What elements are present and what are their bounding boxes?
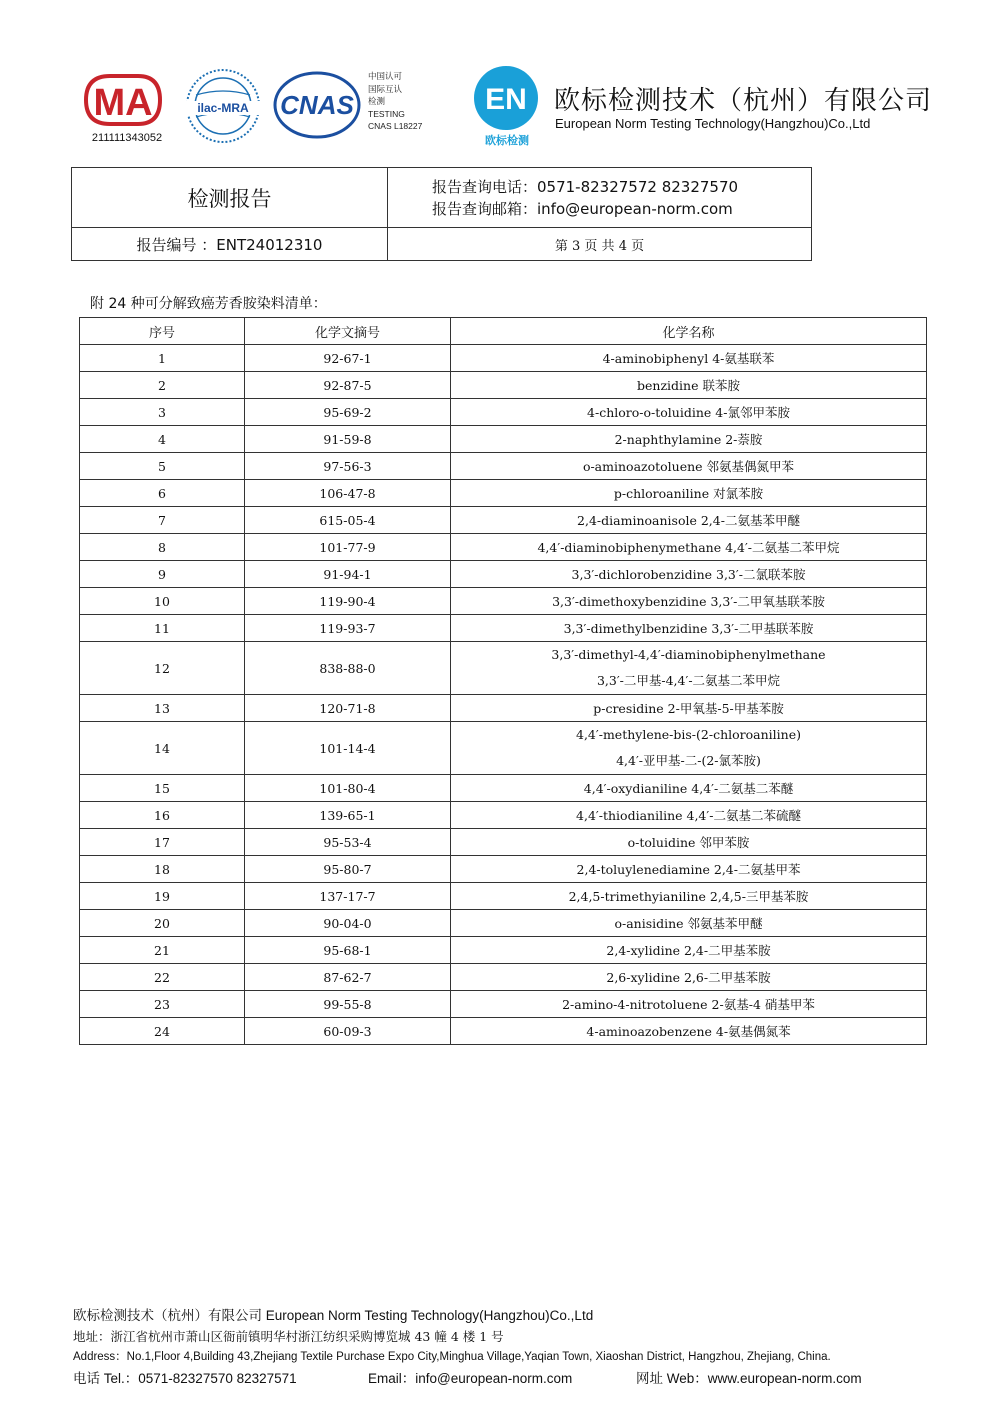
cnas-line: CNAS L18227: [368, 121, 423, 131]
cell-no: 1: [80, 345, 245, 372]
cell-no: 8: [80, 534, 245, 561]
cell-chemical-name: [451, 507, 927, 534]
list-caption: 附 24 种可分解致癌芳香胺染料清单：: [90, 296, 327, 312]
chemical-name-line: 2,4-toluylenediamine 2,4-二氨基甲苯: [576, 862, 801, 877]
cell-chemical-name: [451, 829, 927, 856]
cell-cas: 106-47-8: [245, 480, 451, 507]
table-row: [80, 534, 927, 561]
chemical-name-line: 3,3′-dichlorobenzidine 3,3′-二氯联苯胺: [571, 567, 806, 582]
cell-no: 20: [80, 910, 245, 937]
cell-no: 17: [80, 829, 245, 856]
table-row: [80, 856, 927, 883]
cell-chemical-name: [451, 453, 927, 480]
table-row: [80, 722, 927, 775]
cell-chemical-name: [451, 775, 927, 802]
cnas-logo: [272, 70, 362, 140]
cell-cas: 838-88-0: [245, 642, 451, 695]
chemical-name-line: o-aminoazotoluene 邻氨基偶氮甲苯: [582, 459, 795, 474]
cell-no: 16: [80, 802, 245, 829]
table-row: [80, 642, 927, 695]
cma-number: 211111343052: [91, 132, 163, 144]
table-row: [80, 937, 927, 964]
cell-no: 24: [80, 1018, 245, 1045]
table-row: [80, 883, 927, 910]
amine-list-table: [79, 317, 927, 1045]
cell-chemical-name: [451, 426, 927, 453]
en-logo: [472, 62, 540, 134]
cell-no: 23: [80, 991, 245, 1018]
table-row: [80, 615, 927, 642]
cell-cas: 95-80-7: [245, 856, 451, 883]
cnas-text: CNAS: [280, 90, 354, 120]
table-row: [80, 345, 927, 372]
table-row: [80, 964, 927, 991]
cell-no: 10: [80, 588, 245, 615]
cell-cas: 99-55-8: [245, 991, 451, 1018]
cell-chemical-name: [451, 1018, 927, 1045]
chemical-name-line: 4-aminobiphenyl 4-氨基联苯: [602, 351, 775, 366]
column-header-no: 序号: [80, 318, 245, 345]
company-name-en: European Norm Testing Technology(Hangzhou)Co.,Ltd: [555, 116, 871, 131]
cell-chemical-name: [451, 722, 927, 775]
cell-cas: 92-87-5: [245, 372, 451, 399]
footer-address-en: Address：No.1,Floor 4,Building 43,Zhejiang Textile Purchase Expo City,Minghua Village,Yaqian Town, Xiaoshan District, Hangzhou, Zhejiang, China.: [73, 1351, 831, 1363]
table-row: [80, 910, 927, 937]
footer-contacts: [73, 1368, 933, 1389]
cell-no: 21: [80, 937, 245, 964]
cell-no: 7: [80, 507, 245, 534]
table-row: [80, 453, 927, 480]
table-header-row: [80, 318, 927, 345]
cell-cas: 119-90-4: [245, 588, 451, 615]
table-row: [80, 399, 927, 426]
cell-no: 13: [80, 695, 245, 722]
chemical-name-line: o-anisidine 邻氨基苯甲醚: [614, 916, 763, 931]
cell-chemical-name: [451, 964, 927, 991]
ilac-mra-logo: [184, 65, 262, 147]
chemical-name-line: 4-chloro-o-toluidine 4-氯邻甲苯胺: [587, 405, 790, 420]
footer-email: Email：info@european-norm.com: [368, 1371, 573, 1386]
table-body: [80, 345, 927, 1045]
cell-chemical-name: [451, 642, 927, 695]
cnas-line: TESTING: [368, 108, 405, 119]
chemical-name-line: 4,4′-thiodianiline 4,4′-二氨基二苯硫醚: [576, 808, 801, 823]
cnas-caption: [368, 70, 422, 133]
report-title: 检测报告: [72, 168, 388, 228]
chemical-name-line: 2-amino-4-nitrotoluene 2-氨基-4 硝基甲苯: [562, 997, 815, 1012]
cell-cas: 95-69-2: [245, 399, 451, 426]
cell-no: 5: [80, 453, 245, 480]
cell-no: 19: [80, 883, 245, 910]
page-footer: [73, 1305, 933, 1389]
cnas-line: 检测: [368, 96, 386, 106]
cell-cas: 87-62-7: [245, 964, 451, 991]
cell-cas: 92-67-1: [245, 345, 451, 372]
chemical-name-line: benzidine 联苯胺: [637, 378, 740, 393]
cell-chemical-name: [451, 561, 927, 588]
report-number: 报告编号 ：ENT24012310: [72, 228, 388, 261]
column-header-cas: 化学文摘号: [245, 318, 451, 345]
table-row: [80, 802, 927, 829]
chemical-name-line: 3,3′-dimethylbenzidine 3,3′-二甲基联苯胺: [563, 621, 814, 636]
cell-no: 12: [80, 642, 245, 695]
cell-no: 22: [80, 964, 245, 991]
cell-cas: 137-17-7: [245, 883, 451, 910]
cell-cas: 95-53-4: [245, 829, 451, 856]
company-name-cn: 欧标检测技术（杭州）有限公司: [554, 86, 933, 116]
logo-row: [72, 60, 932, 155]
cell-chemical-name: [451, 399, 927, 426]
cell-cas: 119-93-7: [245, 615, 451, 642]
chemical-name-line: 4-aminoazobenzene 4-氨基偶氮苯: [586, 1024, 791, 1039]
cell-chemical-name: [451, 937, 927, 964]
cell-cas: 101-77-9: [245, 534, 451, 561]
report-email: 报告查询邮箱：info@european-norm.com: [432, 199, 733, 218]
cell-chemical-name: [451, 991, 927, 1018]
footer-address-cn: 地址：浙江省杭州市萧山区衙前镇明华村浙江纺织采购博览城 43 幢 4 楼 1 号: [73, 1329, 504, 1344]
table-row: [80, 588, 927, 615]
chemical-name-line: 3,3′-dimethyl-4,4′-diaminobiphenylmethane: [551, 647, 826, 662]
cell-chemical-name: [451, 883, 927, 910]
chemical-name-line: 4,4′-methylene-bis-(2-chloroaniline): [576, 727, 801, 742]
cell-chemical-name: [451, 695, 927, 722]
cma-logo: [80, 70, 166, 130]
report-header-table: [71, 167, 812, 261]
chemical-name-line: 3,3′-dimethoxybenzidine 3,3′-二甲氧基联苯胺: [552, 594, 825, 609]
footer-web: 网址 Web：www.european-norm.com: [636, 1371, 862, 1386]
table-row: [80, 372, 927, 399]
ilac-text: ilac-MRA: [197, 101, 249, 115]
cell-no: 18: [80, 856, 245, 883]
cell-chemical-name: [451, 372, 927, 399]
chemical-name-line: 2,4-xylidine 2,4-二甲基苯胺: [606, 943, 771, 958]
cell-chemical-name: [451, 588, 927, 615]
column-header-name: 化学名称: [451, 318, 927, 345]
report-contact: [388, 168, 812, 228]
table-row: [80, 426, 927, 453]
table-row: [80, 775, 927, 802]
cell-cas: 97-56-3: [245, 453, 451, 480]
cell-chemical-name: [451, 534, 927, 561]
cell-no: 6: [80, 480, 245, 507]
svg-text:EN: EN: [485, 83, 527, 116]
chemical-name-line: 4,4′-亚甲基-二-(2-氯苯胺): [616, 753, 761, 768]
table-row: [80, 561, 927, 588]
cell-cas: 101-80-4: [245, 775, 451, 802]
chemical-name-line: 2,6-xylidine 2,6-二甲基苯胺: [606, 970, 771, 985]
chemical-name-line: 4,4′-diaminobiphenymethane 4,4′-二氨基二苯甲烷: [537, 540, 840, 555]
chemical-name-line: o-toluidine 邻甲苯胺: [627, 835, 750, 850]
cnas-line: 中国认可: [368, 71, 403, 81]
cnas-line: 国际互认: [368, 83, 403, 94]
table-row: [80, 480, 927, 507]
table-row: [80, 695, 927, 722]
cell-cas: 95-68-1: [245, 937, 451, 964]
cell-cas: 60-09-3: [245, 1018, 451, 1045]
cell-cas: 91-94-1: [245, 561, 451, 588]
cell-chemical-name: [451, 802, 927, 829]
chemical-name-line: p-cresidine 2-甲氧基-5-甲基苯胺: [593, 701, 784, 716]
table-row: [80, 507, 927, 534]
chemical-name-line: 4,4′-oxydianiline 4,4′-二氨基二苯醚: [583, 781, 794, 796]
cell-no: 14: [80, 722, 245, 775]
chemical-name-line: 3,3′-二甲基-4,4′-二氨基二苯甲烷: [596, 673, 781, 688]
chemical-name-line: 2,4-diaminoanisole 2,4-二氨基苯甲醚: [577, 513, 800, 528]
chemical-name-line: 2-naphthylamine 2-萘胺: [614, 432, 763, 447]
report-phone: 报告查询电话：0571-82327572 82327570: [432, 177, 739, 196]
table-row: [80, 991, 927, 1018]
cell-no: 11: [80, 615, 245, 642]
chemical-name-line: p-chloroaniline 对氯苯胺: [613, 486, 764, 501]
cell-chemical-name: [451, 345, 927, 372]
cell-cas: 91-59-8: [245, 426, 451, 453]
svg-text:MA: MA: [93, 82, 153, 124]
cell-cas: 101-14-4: [245, 722, 451, 775]
cell-chemical-name: [451, 856, 927, 883]
cell-no: 15: [80, 775, 245, 802]
cell-no: 4: [80, 426, 245, 453]
cell-no: 2: [80, 372, 245, 399]
cell-no: 3: [80, 399, 245, 426]
cell-chemical-name: [451, 910, 927, 937]
cell-chemical-name: [451, 615, 927, 642]
cell-cas: 90-04-0: [245, 910, 451, 937]
chemical-name-line: 2,4,5-trimethyianiline 2,4,5-三甲基苯胺: [568, 889, 809, 904]
footer-tel: 电话 Tel.：0571-82327570 82327571: [73, 1371, 297, 1386]
cell-cas: 615-05-4: [245, 507, 451, 534]
table-row: [80, 1018, 927, 1045]
cell-cas: 139-65-1: [245, 802, 451, 829]
cell-cas: 120-71-8: [245, 695, 451, 722]
cell-chemical-name: [451, 480, 927, 507]
en-logo-label: 欧标检测: [485, 135, 529, 147]
cell-no: 9: [80, 561, 245, 588]
footer-company: 欧标检测技术（杭州）有限公司 European Norm Testing Technology(Hangzhou)Co.,Ltd: [73, 1308, 594, 1323]
page-indicator: 第 3 页 共 4 页: [388, 228, 812, 261]
table-row: [80, 829, 927, 856]
